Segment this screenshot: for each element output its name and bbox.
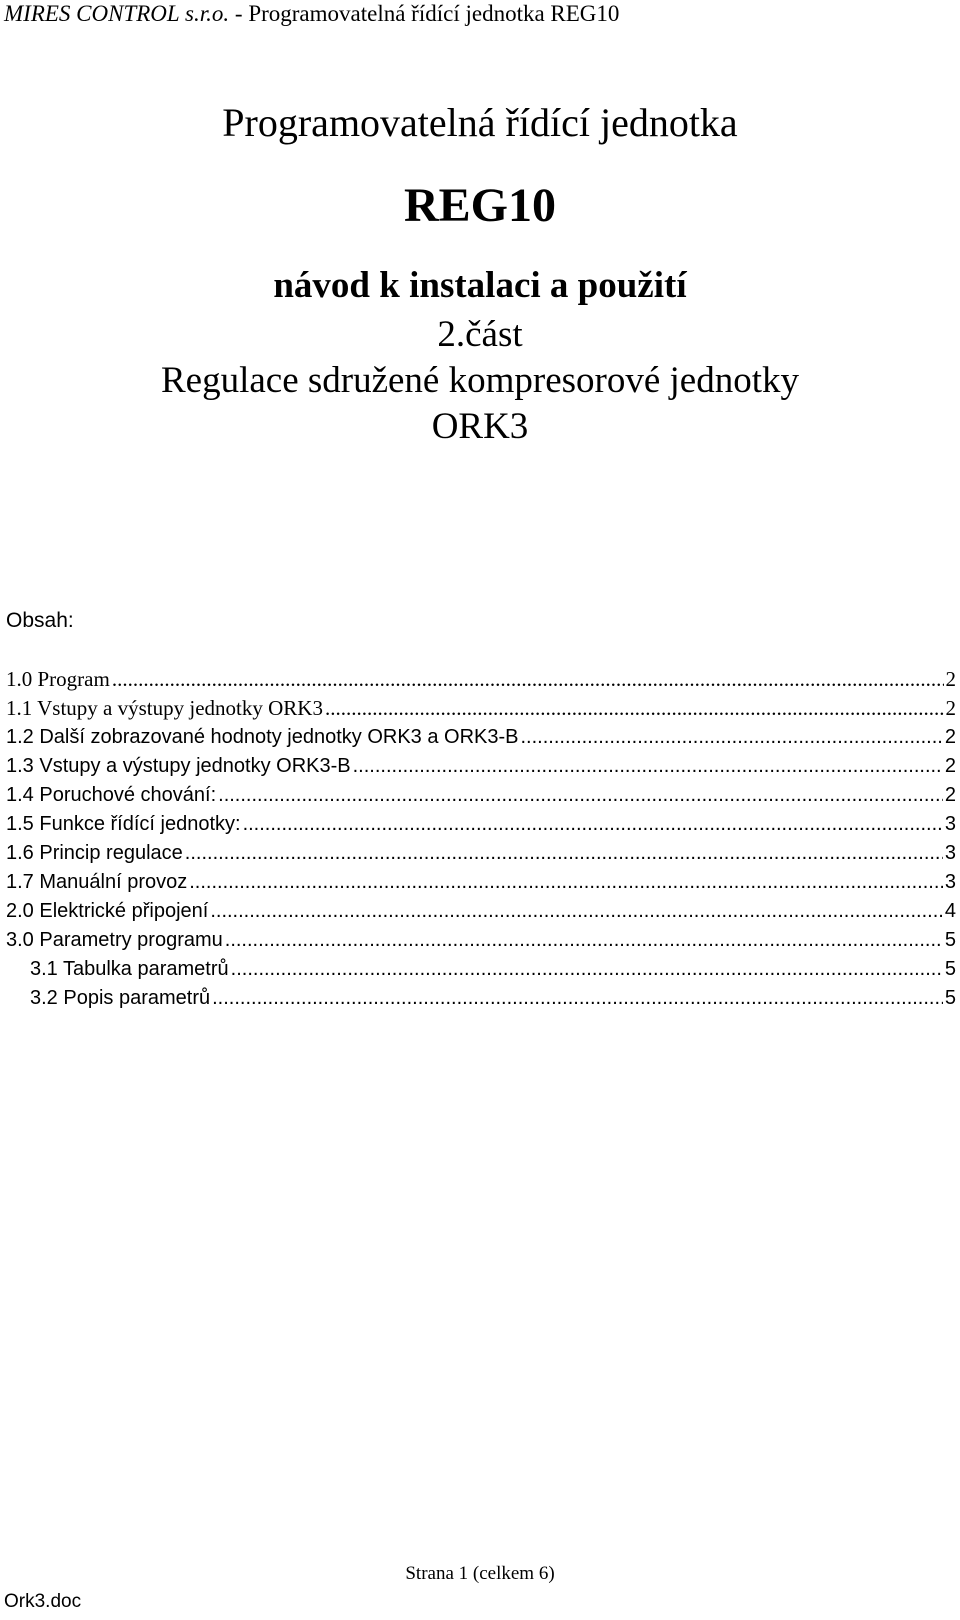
toc-entry-page: 3 xyxy=(944,842,956,864)
toc-heading: Obsah: xyxy=(6,609,74,632)
toc-dot-leader xyxy=(353,752,943,781)
toc-entry-label: 3.2 Popis parametrů xyxy=(30,987,211,1009)
toc-entry-label: 1.3 Vstupy a výstupy jednotky ORK3-B xyxy=(6,755,351,777)
toc-entry-label: 1.6 Princip regulace xyxy=(6,842,183,864)
toc-entry[interactable] xyxy=(6,839,956,868)
toc-entry[interactable] xyxy=(6,752,956,781)
page-header xyxy=(4,0,619,28)
title-product: Programovatelná řídící jednotka xyxy=(222,100,738,145)
toc-entry-label: 1.2 Další zobrazované hodnoty jednotky ORK3 a ORK3-B xyxy=(6,726,519,748)
toc-entry-label: 1.0 Program xyxy=(6,667,110,691)
toc-entry-page: 5 xyxy=(944,987,956,1009)
toc-entry-page: 5 xyxy=(944,929,956,951)
toc-entry-page: 2 xyxy=(944,755,956,777)
toc-entry-page: 2 xyxy=(944,784,956,806)
toc-dot-leader xyxy=(521,723,943,752)
toc-dot-leader xyxy=(212,984,943,1013)
toc-entry-page: 3 xyxy=(944,813,956,835)
toc-dot-leader xyxy=(225,926,943,955)
toc-entry[interactable] xyxy=(6,955,956,984)
title-model: REG10 xyxy=(403,179,556,232)
toc-entry[interactable] xyxy=(6,868,956,897)
table-of-contents xyxy=(6,665,956,1013)
toc-dot-leader xyxy=(218,781,943,810)
toc-entry-page: 2 xyxy=(945,696,956,720)
header-separator: - xyxy=(229,1,249,26)
toc-dot-leader xyxy=(325,694,944,723)
toc-dot-leader xyxy=(243,810,943,839)
title-subject: Regulace sdružené kompresorové jednotky xyxy=(160,360,800,401)
toc-entry-page: 2 xyxy=(944,726,956,748)
toc-entry-page: 3 xyxy=(944,871,956,893)
toc-entry[interactable] xyxy=(6,810,956,839)
toc-entry[interactable] xyxy=(6,897,956,926)
footer-filename: Ork3.doc xyxy=(4,1591,82,1612)
product-name: Programovatelná řídící jednotka REG10 xyxy=(248,1,620,26)
toc-entry[interactable] xyxy=(6,723,956,752)
toc-entry-page: 2 xyxy=(945,667,956,691)
toc-entry[interactable] xyxy=(6,781,956,810)
toc-entry-label: 3.1 Tabulka parametrů xyxy=(30,958,229,980)
toc-entry[interactable] xyxy=(6,926,956,955)
toc-entry-label: 3.0 Parametry programu xyxy=(6,929,223,951)
toc-dot-leader xyxy=(185,839,943,868)
toc-entry[interactable] xyxy=(6,665,956,694)
toc-entry-page: 5 xyxy=(944,958,956,980)
toc-entry-label: 1.1 Vstupy a výstupy jednotky ORK3 xyxy=(6,696,323,720)
toc-entry[interactable] xyxy=(6,694,956,723)
title-manual: návod k instalaci a použití xyxy=(273,265,687,306)
toc-entry-page: 4 xyxy=(944,900,956,922)
toc-dot-leader xyxy=(231,955,943,984)
footer-page-number: Strana 1 (celkem 6) xyxy=(405,1563,555,1584)
toc-dot-leader xyxy=(210,897,943,926)
toc-entry-label: 1.7 Manuální provoz xyxy=(6,871,188,893)
toc-entry-label: 2.0 Elektrické připojení xyxy=(6,900,209,922)
title-unit: ORK3 xyxy=(431,406,529,447)
toc-entry-label: 1.5 Funkce řídící jednotky: xyxy=(6,813,241,835)
toc-entry[interactable] xyxy=(6,984,956,1013)
company-name: MIRES CONTROL s.r.o. xyxy=(4,1,230,26)
title-part: 2.část xyxy=(437,314,523,355)
toc-entry-label: 1.4 Poruchové chování: xyxy=(6,784,217,806)
toc-dot-leader xyxy=(112,665,944,694)
toc-dot-leader xyxy=(189,868,943,897)
